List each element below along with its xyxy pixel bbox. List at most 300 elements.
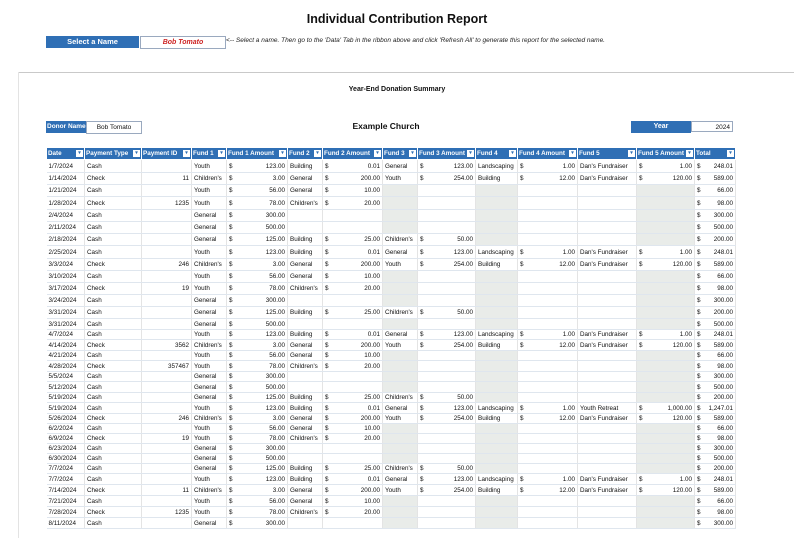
table-cell[interactable] (637, 173, 695, 185)
table-cell[interactable] (476, 222, 518, 234)
table-cell[interactable] (476, 507, 518, 518)
table-cell[interactable] (518, 307, 578, 319)
table-cell[interactable] (323, 210, 383, 222)
table-cell[interactable] (142, 382, 192, 393)
table-cell[interactable]: Youth (192, 507, 227, 518)
table-cell[interactable] (637, 234, 695, 246)
table-cell[interactable] (695, 210, 736, 222)
table-cell[interactable] (418, 485, 476, 496)
table-cell[interactable]: Youth (192, 434, 227, 444)
table-cell[interactable] (383, 507, 418, 518)
table-cell[interactable] (637, 444, 695, 454)
table-cell[interactable] (288, 210, 323, 222)
column-header[interactable] (383, 148, 418, 160)
table-cell[interactable]: 6/9/2024 (47, 434, 85, 444)
table-cell[interactable] (578, 210, 637, 222)
table-cell[interactable] (637, 382, 695, 393)
table-cell[interactable]: Building (476, 259, 518, 271)
table-cell[interactable]: 3562 (142, 340, 192, 351)
table-cell[interactable]: 4/7/2024 (47, 330, 85, 340)
table-cell[interactable]: Cash (85, 444, 142, 454)
table-cell[interactable] (578, 382, 637, 393)
table-cell[interactable]: 7/7/2024 (47, 464, 85, 474)
table-cell[interactable] (227, 210, 288, 222)
table-cell[interactable] (323, 393, 383, 403)
table-cell[interactable] (695, 434, 736, 444)
table-cell[interactable] (695, 319, 736, 330)
table-cell[interactable] (418, 319, 476, 330)
table-cell[interactable]: Check (85, 340, 142, 351)
table-cell[interactable] (142, 307, 192, 319)
table-cell[interactable] (637, 210, 695, 222)
table-cell[interactable]: General (288, 496, 323, 507)
table-cell[interactable] (227, 351, 288, 361)
table-cell[interactable] (323, 414, 383, 424)
table-cell[interactable]: 3/31/2024 (47, 307, 85, 319)
table-cell[interactable]: 1/21/2024 (47, 185, 85, 197)
table-cell[interactable] (323, 424, 383, 434)
table-cell[interactable]: 246 (142, 414, 192, 424)
table-cell[interactable]: Cash (85, 222, 142, 234)
table-cell[interactable] (578, 434, 637, 444)
table-cell[interactable]: 246 (142, 259, 192, 271)
table-cell[interactable]: General (192, 444, 227, 454)
table-cell[interactable]: General (288, 173, 323, 185)
table-cell[interactable] (578, 234, 637, 246)
table-cell[interactable]: Cash (85, 403, 142, 414)
table-cell[interactable] (383, 222, 418, 234)
table-cell[interactable] (418, 361, 476, 372)
table-cell[interactable] (418, 474, 476, 485)
table-cell[interactable] (695, 351, 736, 361)
table-cell[interactable] (142, 444, 192, 454)
table-cell[interactable] (227, 361, 288, 372)
table-cell[interactable] (418, 454, 476, 464)
table-cell[interactable]: General (192, 372, 227, 382)
table-cell[interactable] (418, 518, 476, 529)
column-header[interactable] (142, 148, 192, 160)
table-cell[interactable] (323, 454, 383, 464)
table-cell[interactable]: Check (85, 434, 142, 444)
table-cell[interactable] (695, 518, 736, 529)
table-cell[interactable] (518, 393, 578, 403)
table-cell[interactable] (142, 330, 192, 340)
table-cell[interactable]: Cash (85, 372, 142, 382)
table-cell[interactable]: 5/12/2024 (47, 382, 85, 393)
table-cell[interactable] (637, 361, 695, 372)
table-cell[interactable] (323, 434, 383, 444)
table-cell[interactable]: General (192, 393, 227, 403)
table-cell[interactable] (227, 424, 288, 434)
table-cell[interactable] (227, 319, 288, 330)
table-cell[interactable] (418, 295, 476, 307)
table-cell[interactable] (637, 283, 695, 295)
table-cell[interactable]: Check (85, 414, 142, 424)
table-cell[interactable] (637, 403, 695, 414)
table-cell[interactable]: Building (288, 160, 323, 173)
table-cell[interactable] (227, 234, 288, 246)
table-cell[interactable] (695, 271, 736, 283)
table-cell[interactable] (476, 283, 518, 295)
table-cell[interactable]: 3/10/2024 (47, 271, 85, 283)
table-cell[interactable]: 1235 (142, 507, 192, 518)
table-cell[interactable] (323, 507, 383, 518)
table-cell[interactable]: 4/28/2024 (47, 361, 85, 372)
table-cell[interactable] (418, 496, 476, 507)
table-cell[interactable] (578, 464, 637, 474)
table-cell[interactable]: 8/11/2024 (47, 518, 85, 529)
table-cell[interactable] (637, 414, 695, 424)
table-cell[interactable] (695, 222, 736, 234)
table-cell[interactable] (288, 518, 323, 529)
table-cell[interactable] (323, 319, 383, 330)
table-cell[interactable] (578, 319, 637, 330)
table-cell[interactable]: 5/19/2024 (47, 393, 85, 403)
table-cell[interactable] (637, 319, 695, 330)
table-cell[interactable]: 5/19/2024 (47, 403, 85, 414)
table-cell[interactable]: Children's (192, 485, 227, 496)
table-cell[interactable]: Youth (192, 351, 227, 361)
table-cell[interactable] (695, 403, 736, 414)
table-cell[interactable]: General (192, 454, 227, 464)
table-cell[interactable]: General (192, 518, 227, 529)
table-cell[interactable] (323, 361, 383, 372)
table-cell[interactable] (637, 197, 695, 210)
table-cell[interactable]: Cash (85, 210, 142, 222)
table-cell[interactable]: Children's (192, 414, 227, 424)
table-cell[interactable] (637, 424, 695, 434)
table-cell[interactable] (637, 474, 695, 485)
table-cell[interactable] (227, 197, 288, 210)
table-cell[interactable] (695, 382, 736, 393)
table-cell[interactable] (695, 307, 736, 319)
table-cell[interactable] (323, 160, 383, 173)
table-cell[interactable]: Cash (85, 160, 142, 173)
table-cell[interactable]: Youth (192, 283, 227, 295)
table-cell[interactable] (578, 424, 637, 434)
filter-dropdown-icon[interactable]: ▾ (686, 150, 693, 157)
table-cell[interactable] (418, 403, 476, 414)
table-cell[interactable] (288, 295, 323, 307)
table-cell[interactable]: Children's (383, 307, 418, 319)
table-cell[interactable] (695, 361, 736, 372)
table-cell[interactable] (383, 185, 418, 197)
table-cell[interactable]: 357467 (142, 361, 192, 372)
table-cell[interactable]: Cash (85, 382, 142, 393)
table-cell[interactable] (518, 372, 578, 382)
table-cell[interactable] (637, 271, 695, 283)
table-cell[interactable] (695, 496, 736, 507)
table-cell[interactable] (518, 434, 578, 444)
table-cell[interactable] (518, 464, 578, 474)
table-cell[interactable]: Children's (192, 173, 227, 185)
table-cell[interactable]: 4/14/2024 (47, 340, 85, 351)
table-cell[interactable] (518, 474, 578, 485)
table-cell[interactable]: Cash (85, 330, 142, 340)
table-cell[interactable]: Cash (85, 295, 142, 307)
table-cell[interactable] (637, 464, 695, 474)
table-cell[interactable] (518, 319, 578, 330)
table-cell[interactable]: Youth (192, 185, 227, 197)
table-cell[interactable] (418, 507, 476, 518)
table-cell[interactable]: Youth (192, 271, 227, 283)
table-cell[interactable] (418, 330, 476, 340)
table-cell[interactable]: Check (85, 485, 142, 496)
table-cell[interactable]: General (288, 271, 323, 283)
table-cell[interactable] (695, 474, 736, 485)
filter-dropdown-icon[interactable]: ▾ (218, 150, 225, 157)
table-cell[interactable] (476, 197, 518, 210)
filter-dropdown-icon[interactable]: ▾ (183, 150, 190, 157)
filter-dropdown-icon[interactable]: ▾ (314, 150, 321, 157)
table-cell[interactable] (383, 361, 418, 372)
table-cell[interactable] (637, 518, 695, 529)
table-cell[interactable] (142, 403, 192, 414)
table-cell[interactable]: Youth (383, 414, 418, 424)
filter-dropdown-icon[interactable]: ▾ (467, 150, 474, 157)
table-cell[interactable] (418, 210, 476, 222)
donor-name-value[interactable]: Bob Tomato (86, 121, 142, 134)
table-cell[interactable]: General (383, 474, 418, 485)
table-cell[interactable]: General (288, 485, 323, 496)
table-cell[interactable] (227, 434, 288, 444)
table-cell[interactable] (418, 424, 476, 434)
table-cell[interactable]: 2/11/2024 (47, 222, 85, 234)
table-cell[interactable] (695, 160, 736, 173)
table-cell[interactable] (476, 234, 518, 246)
table-cell[interactable] (637, 295, 695, 307)
table-cell[interactable]: Landscaping (476, 403, 518, 414)
table-cell[interactable]: General (192, 382, 227, 393)
table-cell[interactable] (518, 340, 578, 351)
table-cell[interactable] (695, 295, 736, 307)
table-cell[interactable] (476, 393, 518, 403)
table-cell[interactable] (323, 444, 383, 454)
table-cell[interactable]: Landscaping (476, 474, 518, 485)
table-cell[interactable]: Cash (85, 454, 142, 464)
table-cell[interactable] (578, 361, 637, 372)
table-cell[interactable] (418, 222, 476, 234)
table-cell[interactable] (227, 283, 288, 295)
table-cell[interactable]: Children's (192, 340, 227, 351)
table-cell[interactable] (288, 454, 323, 464)
table-cell[interactable] (518, 246, 578, 259)
table-cell[interactable]: Youth (383, 485, 418, 496)
table-cell[interactable] (637, 434, 695, 444)
column-header[interactable] (476, 148, 518, 160)
table-cell[interactable] (637, 454, 695, 464)
table-cell[interactable]: Children's (288, 197, 323, 210)
table-cell[interactable] (637, 330, 695, 340)
table-cell[interactable] (578, 351, 637, 361)
table-cell[interactable] (518, 518, 578, 529)
table-cell[interactable] (476, 518, 518, 529)
table-cell[interactable]: 5/5/2024 (47, 372, 85, 382)
table-cell[interactable]: Youth (192, 424, 227, 434)
column-header[interactable] (637, 148, 695, 160)
table-cell[interactable] (288, 444, 323, 454)
table-cell[interactable] (518, 361, 578, 372)
table-cell[interactable]: General (383, 246, 418, 259)
filter-dropdown-icon[interactable]: ▾ (509, 150, 516, 157)
table-cell[interactable] (476, 382, 518, 393)
table-cell[interactable] (383, 197, 418, 210)
table-cell[interactable] (518, 485, 578, 496)
table-cell[interactable] (418, 444, 476, 454)
table-cell[interactable] (383, 434, 418, 444)
table-cell[interactable]: Building (476, 414, 518, 424)
table-cell[interactable] (383, 518, 418, 529)
table-cell[interactable] (418, 307, 476, 319)
table-cell[interactable]: General (288, 424, 323, 434)
table-cell[interactable] (518, 234, 578, 246)
table-cell[interactable] (418, 372, 476, 382)
table-cell[interactable] (418, 271, 476, 283)
table-cell[interactable]: Building (288, 403, 323, 414)
table-cell[interactable] (383, 210, 418, 222)
table-cell[interactable] (227, 496, 288, 507)
table-cell[interactable]: General (192, 319, 227, 330)
column-header[interactable] (85, 148, 142, 160)
table-cell[interactable] (476, 496, 518, 507)
table-cell[interactable] (695, 246, 736, 259)
table-cell[interactable] (637, 307, 695, 319)
table-cell[interactable] (476, 271, 518, 283)
filter-dropdown-icon[interactable]: ▾ (569, 150, 576, 157)
table-cell[interactable]: 11 (142, 485, 192, 496)
table-cell[interactable] (323, 246, 383, 259)
table-cell[interactable] (476, 319, 518, 330)
table-cell[interactable] (142, 319, 192, 330)
table-cell[interactable] (518, 351, 578, 361)
table-cell[interactable] (383, 372, 418, 382)
table-cell[interactable] (476, 351, 518, 361)
table-cell[interactable]: 2/25/2024 (47, 246, 85, 259)
table-cell[interactable]: 7/14/2024 (47, 485, 85, 496)
table-cell[interactable] (518, 496, 578, 507)
table-cell[interactable] (383, 454, 418, 464)
table-cell[interactable] (578, 222, 637, 234)
table-cell[interactable]: General (383, 330, 418, 340)
table-cell[interactable] (695, 393, 736, 403)
table-cell[interactable]: General (192, 464, 227, 474)
table-cell[interactable] (518, 173, 578, 185)
table-cell[interactable]: Landscaping (476, 246, 518, 259)
table-cell[interactable] (227, 444, 288, 454)
table-cell[interactable] (383, 424, 418, 434)
table-cell[interactable] (323, 518, 383, 529)
table-cell[interactable]: Dan's Fundraiser (578, 414, 637, 424)
table-cell[interactable] (637, 340, 695, 351)
table-cell[interactable] (695, 372, 736, 382)
table-cell[interactable]: Check (85, 259, 142, 271)
table-cell[interactable] (418, 246, 476, 259)
table-cell[interactable] (578, 185, 637, 197)
table-cell[interactable] (476, 307, 518, 319)
table-cell[interactable] (227, 222, 288, 234)
table-cell[interactable] (637, 185, 695, 197)
filter-dropdown-icon[interactable]: ▾ (374, 150, 381, 157)
table-cell[interactable] (142, 246, 192, 259)
table-cell[interactable] (142, 234, 192, 246)
table-cell[interactable]: General (192, 222, 227, 234)
table-cell[interactable] (518, 160, 578, 173)
table-cell[interactable] (418, 351, 476, 361)
table-cell[interactable] (476, 295, 518, 307)
table-cell[interactable] (637, 160, 695, 173)
table-cell[interactable]: Youth (192, 160, 227, 173)
table-cell[interactable]: Building (476, 485, 518, 496)
table-cell[interactable]: 4/21/2024 (47, 351, 85, 361)
table-cell[interactable] (476, 454, 518, 464)
table-cell[interactable]: Dan's Fundraiser (578, 259, 637, 271)
table-cell[interactable] (323, 351, 383, 361)
table-cell[interactable]: Cash (85, 496, 142, 507)
table-cell[interactable] (142, 474, 192, 485)
table-cell[interactable] (227, 518, 288, 529)
table-cell[interactable]: Building (476, 173, 518, 185)
table-cell[interactable] (323, 259, 383, 271)
table-cell[interactable] (476, 372, 518, 382)
table-cell[interactable]: Dan's Fundraiser (578, 160, 637, 173)
table-cell[interactable] (142, 454, 192, 464)
table-cell[interactable]: Children's (383, 464, 418, 474)
table-cell[interactable] (288, 319, 323, 330)
table-cell[interactable] (323, 197, 383, 210)
table-cell[interactable] (227, 454, 288, 464)
table-cell[interactable]: 3/31/2024 (47, 319, 85, 330)
table-cell[interactable]: Youth (383, 340, 418, 351)
table-cell[interactable] (578, 283, 637, 295)
table-cell[interactable] (227, 173, 288, 185)
table-cell[interactable]: Dan's Fundraiser (578, 340, 637, 351)
table-cell[interactable]: Cash (85, 351, 142, 361)
table-cell[interactable]: 1235 (142, 197, 192, 210)
table-cell[interactable] (383, 319, 418, 330)
table-cell[interactable] (288, 382, 323, 393)
table-cell[interactable] (518, 454, 578, 464)
table-cell[interactable] (695, 185, 736, 197)
table-cell[interactable] (142, 393, 192, 403)
table-cell[interactable] (323, 222, 383, 234)
table-cell[interactable] (578, 372, 637, 382)
table-cell[interactable] (695, 283, 736, 295)
table-cell[interactable] (418, 197, 476, 210)
table-cell[interactable] (518, 444, 578, 454)
column-header[interactable] (578, 148, 637, 160)
table-cell[interactable] (418, 414, 476, 424)
table-cell[interactable] (227, 295, 288, 307)
table-cell[interactable] (695, 485, 736, 496)
table-cell[interactable]: Building (288, 464, 323, 474)
table-cell[interactable] (637, 351, 695, 361)
table-cell[interactable] (323, 185, 383, 197)
table-cell[interactable] (323, 382, 383, 393)
table-cell[interactable] (637, 485, 695, 496)
table-cell[interactable] (227, 246, 288, 259)
table-cell[interactable] (142, 351, 192, 361)
table-cell[interactable] (323, 340, 383, 351)
table-cell[interactable]: Cash (85, 185, 142, 197)
table-cell[interactable]: Youth (192, 361, 227, 372)
table-cell[interactable]: General (288, 414, 323, 424)
table-cell[interactable]: 1/7/2024 (47, 160, 85, 173)
table-cell[interactable]: Cash (85, 474, 142, 485)
table-cell[interactable] (518, 414, 578, 424)
table-cell[interactable] (637, 393, 695, 403)
table-cell[interactable] (142, 464, 192, 474)
table-cell[interactable] (578, 518, 637, 529)
